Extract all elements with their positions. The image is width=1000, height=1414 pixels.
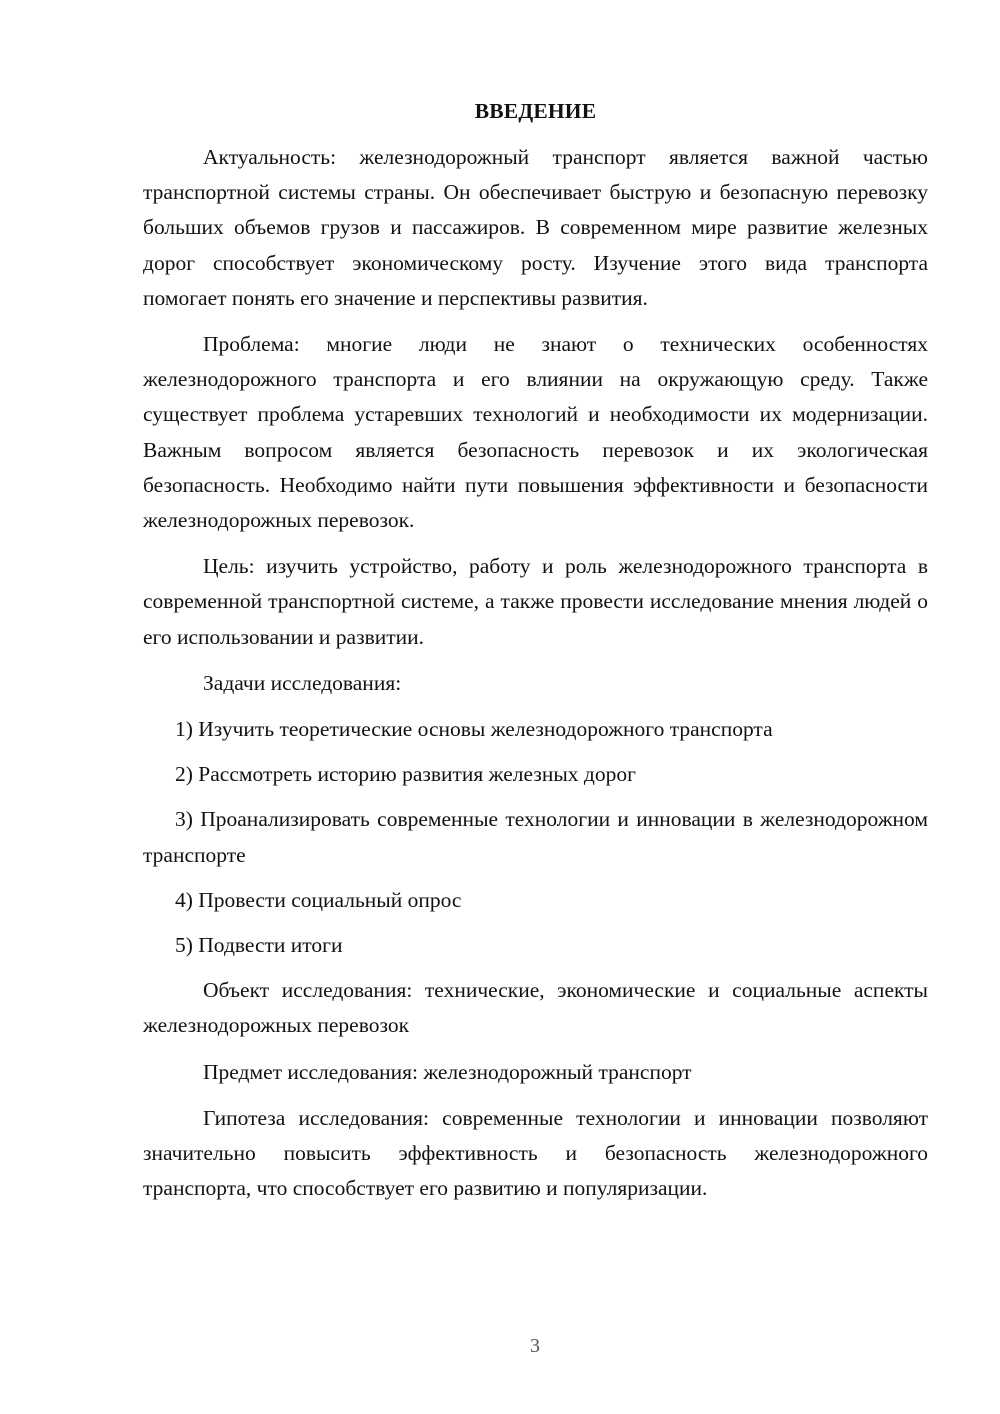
page-number: 3	[530, 1335, 540, 1357]
problem-paragraph: Проблема: многие люди не знают о технических особенностях железнодорожного транспорта и его влиянии на окружающую среду. Также существует проблема устаревших технологий и необходимости их модернизации. Важным вопросом является безопасность перевозок и их экологическая безопасность. Необходимо найти пути повышения эффективности и безопасности железнодорожных перевозок.	[143, 332, 928, 533]
goal-paragraph: Цель: изучить устройство, работу и роль железнодорожного транспорта в современной транспортной системе, а также провести исследование мнения людей о его использовании и развитии.	[143, 554, 928, 649]
subject-paragraph: Предмет исследования: железнодорожный транспорт	[203, 1059, 692, 1084]
page-content	[143, 94, 928, 1217]
hypothesis-paragraph: Гипотеза исследования: современные технологии и инновации позволяют значительно повысить эффективность и безопасность железнодорожного транспорта, что способствует его развитию и популяризации.	[143, 1105, 928, 1201]
task-item-4: 4) Провести социальный опрос	[175, 887, 462, 912]
task-item-5: 5) Подвести итоги	[175, 933, 343, 958]
object-paragraph: Объект исследования: технические, экономические и социальные аспекты железнодорожных перевозок	[143, 978, 928, 1038]
relevance-paragraph: Актуальность: железнодорожный транспорт является важной частью транспортной системы страны. Он обеспечивает быструю и безопасную перевозку больших объемов грузов и пассажиров. В современном мире развитие железных дорог способствует экономическому росту. Изучение этого вида транспорта помогает понять его значение и перспективы развития.	[143, 145, 928, 310]
task-item-1: 1) Изучить теоретические основы железнодорожного транспорта	[175, 717, 773, 742]
task-item-3: 3) Проанализировать современные технологии и инновации в железнодорожном транспорте	[143, 807, 928, 867]
tasks-heading: Задачи исследования:	[203, 670, 402, 695]
task-item-2: 2) Рассмотреть историю развития железных дорог	[175, 762, 636, 787]
section-title: ВВЕДЕНИЕ	[474, 99, 597, 123]
